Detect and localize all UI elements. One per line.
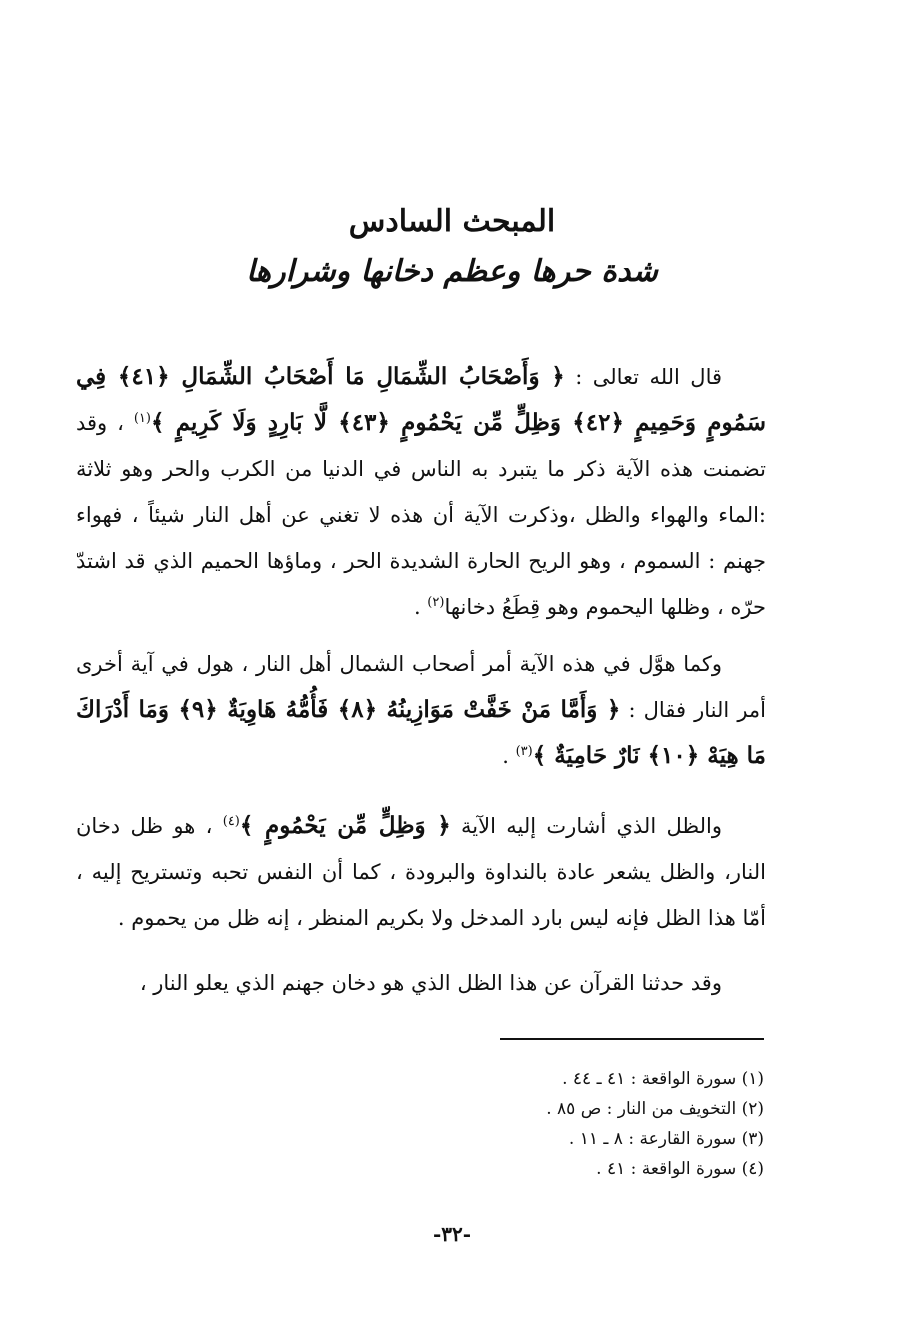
footnote-item: (٢) التخويف من النار : ص ٨٥ . — [546, 1099, 764, 1119]
paragraph-1-intro: قال الله تعالى : — [575, 365, 723, 389]
footnote-item: (٣) سورة القارعة : ٨ ـ ١١ . — [568, 1129, 764, 1149]
footnotes-list — [546, 1064, 764, 1184]
quran-verse-2: ﴿ وَأَمَّا مَنْ خَفَّتْ مَوَازِينُهُ ﴿٨﴾ فَأُمُّهُ هَاوِيَةٌ ﴿٩﴾ وَمَا أَدْرَاكَ مَا هِيَهْ ﴿١٠﴾ نَارٌ حَامِيَةٌ ﴾ — [76, 696, 766, 769]
paragraph-3 — [76, 803, 766, 941]
paragraph-3-intro: والظل الذي أشارت إليه الآية — [461, 814, 722, 838]
footnote-divider — [500, 1038, 764, 1040]
footnote-ref-4: (٤) — [222, 814, 240, 829]
paragraph-3-text: ، هو ظل دخان النار، والظل يشعر عادة بالنداوة والبرودة ، كما أن النفس تحبه وتستريح إليه ، أمّا هذا الظل فإنه ليس بارد المدخل ولا بكريم المنظر ، إنه ظل من يحموم . — [76, 814, 766, 930]
paragraph-2 — [76, 641, 766, 779]
footnote-ref-3: (٣) — [515, 744, 533, 759]
footnote-ref-1: (١) — [133, 411, 151, 426]
section-subtitle: شدة حرها وعظم دخانها وشرارها — [246, 254, 658, 289]
paragraph-1-end: . — [413, 595, 428, 619]
paragraph-4-text: وقد حدثنا القرآن عن هذا الظل الذي هو دخان جهنم الذي يعلو النار ، — [139, 971, 722, 995]
footnote-item: (٤) سورة الواقعة : ٤١ . — [596, 1159, 764, 1179]
paragraph-2-end: . — [502, 744, 516, 768]
footnote-item: (١) سورة الواقعة : ٤١ ـ ٤٤ . — [562, 1069, 764, 1089]
quran-verse-1: ﴿ وَأَصْحَابُ الشِّمَالِ مَا أَصْحَابُ الشِّمَالِ ﴿٤١﴾ فِي سَمُومٍ وَحَمِيمٍ ﴿٤٢﴾ وَظِلٍّ مِّن يَحْمُومٍ ﴿٤٣﴾ لَّا بَارِدٍ وَلَا كَرِيمٍ ﴾ — [76, 363, 766, 436]
page-number: -٣٢- — [432, 1222, 472, 1246]
paragraph-1 — [76, 354, 766, 630]
paragraph-4 — [76, 960, 766, 1006]
paragraph-2-text: وكما هوَّل في هذه الآية أمر أصحاب الشمال أهل النار ، هول في آية أخرى أمر النار فقال : — [76, 652, 767, 722]
quran-verse-3: ﴿ وَظِلٍّ مِّن يَحْمُومٍ ﴾ — [239, 812, 451, 839]
paragraph-1-text: ، وقد تضمنت هذه الآية ذكر ما يتبرد به الناس في الدنيا من الكرب والحر وهو ثلاثة :الماء والهواء والظل ،وذكرت الآية أن هذه لا تغني عن أهل النار شيئاً ، فهواء جهنم : السموم ، وهو الريح الحارة الشديدة الحر ، وماؤها الحميم الذي قد اشتدّ حرّه ، وظلها اليحموم وهو قِطَعُ دخانها — [76, 411, 766, 619]
footnote-ref-2: (٢) — [427, 595, 445, 610]
section-title: المبحث السادس — [348, 204, 556, 239]
